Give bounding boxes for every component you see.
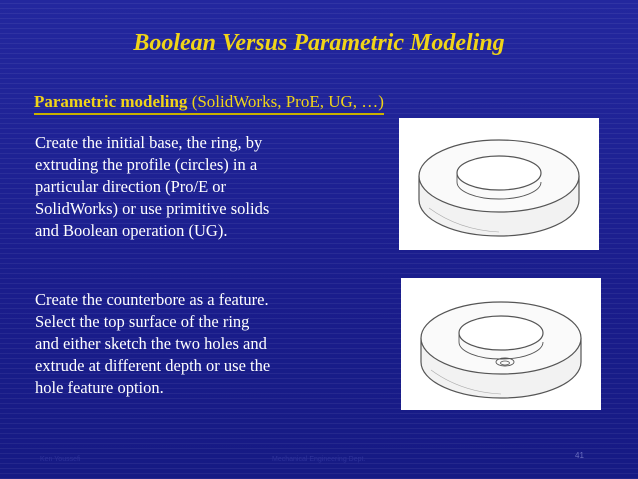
paragraph-line: and either sketch the two holes and (35, 334, 267, 353)
ring-figure (399, 118, 599, 250)
slide-title: Boolean Versus Parametric Modeling (133, 30, 505, 56)
paragraph-line: SolidWorks) or use primitive solids (35, 199, 270, 218)
counterbore-drawing (401, 278, 601, 410)
paragraph-base-ring (35, 132, 355, 242)
page-number: 41 (575, 451, 584, 460)
paragraph-line: and Boolean operation (UG). (35, 221, 228, 240)
footer-author: Ken Youssefi (40, 456, 81, 463)
paragraph-line: extrude at different depth or use the (35, 356, 271, 375)
subheading (34, 92, 384, 115)
paragraph-line: hole feature option. (35, 378, 164, 397)
paragraph-line: Create the counterbore as a feature. (35, 290, 269, 309)
ring-drawing (399, 118, 599, 250)
subheading-bold: Parametric modeling (34, 92, 188, 111)
paragraph-counterbore (35, 289, 355, 399)
paragraph-line: Create the initial base, the ring, by (35, 133, 263, 152)
paragraph-line: Select the top surface of the ring (35, 312, 250, 331)
paragraph-line: extruding the profile (circles) in a (35, 155, 258, 174)
paragraph-line: particular direction (Pro/E or (35, 177, 227, 196)
counterbore-ring-figure (401, 278, 601, 410)
subheading-rest: (SolidWorks, ProE, UG, …) (187, 92, 384, 111)
footer-department: Mechanical Engineering Dept. (272, 456, 366, 463)
